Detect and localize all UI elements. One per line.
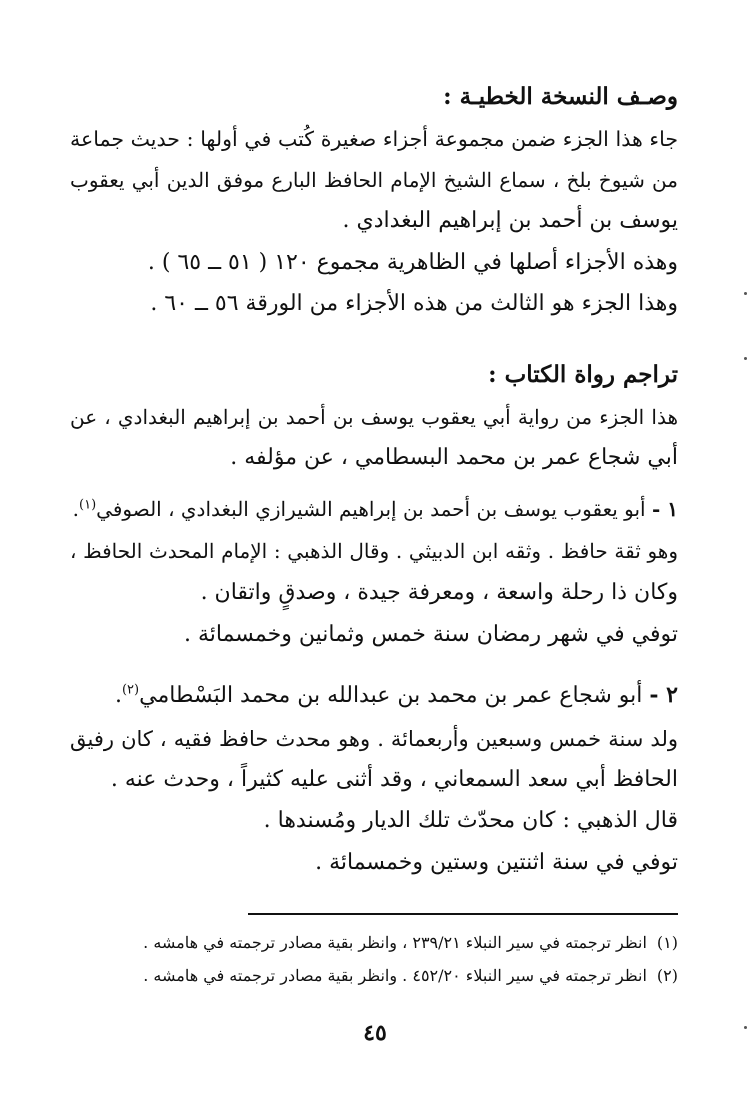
text-line: ولد سنة خمس وسبعين وأربعمائة . وهو محدث حافظ فقيه ، كان رفيق bbox=[70, 727, 678, 751]
scan-mark bbox=[744, 357, 747, 360]
scan-mark bbox=[744, 292, 747, 295]
scan-mark bbox=[744, 1026, 747, 1029]
footnote-number: (١) bbox=[656, 933, 678, 952]
section-heading-narrators: تراجم رواة الكتاب : bbox=[488, 361, 678, 388]
footnote-ref: (٢) bbox=[121, 682, 140, 698]
period: . bbox=[72, 497, 80, 521]
biography-number: ٢ - bbox=[649, 682, 678, 708]
text-line: وهذا الجزء هو الثالث من هذه الأجزاء من الورقة ٥٦ ــ ٦٠ . bbox=[150, 291, 678, 316]
footnote-ref: (١) bbox=[79, 497, 97, 513]
text-line: الحافظ أبي سعد السمعاني ، وقد أثنى عليه كثيراً ، وحدث عنه . bbox=[110, 767, 678, 792]
footnote-number: (٢) bbox=[656, 966, 678, 985]
text-line: توفي في شهر رمضان سنة خمس وثمانين وخمسمائة . bbox=[183, 622, 678, 647]
text-line: هذا الجزء من رواية أبي يعقوب يوسف بن أحمد بن إبراهيم البغدادي ، عن bbox=[70, 405, 678, 429]
text-line: توفي في سنة اثنتين وستين وخمسمائة . bbox=[315, 850, 678, 875]
biography-number: ١ - bbox=[651, 497, 678, 521]
footnote-divider bbox=[248, 913, 678, 915]
footnote-2 bbox=[143, 963, 678, 989]
text-line: جاء هذا الجزء ضمن مجموعة أجزاء صغيرة كُتب في أولها : حديث جماعة bbox=[70, 127, 678, 151]
period: . bbox=[114, 683, 122, 708]
section-heading-manuscript: وصـف النسخة الخطيـة : bbox=[443, 83, 678, 110]
text-line: وهذه الأجزاء أصلها في الظاهرية مجموع ١٢٠ ( ٥١ ــ ٦٥ ) . bbox=[147, 250, 678, 275]
text-line: وكان ذا رحلة واسعة ، ومعرفة جيدة ، وصدقٍ واتقان . bbox=[200, 580, 678, 605]
text-line: من شيوخ بلخ ، سماع الشيخ الإمام الحافظ البارع موفق الدين أبي يعقوب bbox=[70, 168, 678, 192]
text-line: يوسف بن أحمد بن إبراهيم البغدادي . bbox=[342, 208, 678, 233]
footnote-text: انظر ترجمته في سير النبلاء ٢٣٩/٢١ ، وانظر بقية مصادر ترجمته في هامشه . bbox=[143, 933, 647, 952]
biography-title-1 bbox=[73, 492, 678, 526]
text-line: قال الذهبي : كان محدّث تلك الديار ومُسندها . bbox=[263, 808, 678, 833]
biography-name: أبو شجاع عمر بن محمد بن عبدالله بن محمد البَسْطامي bbox=[139, 683, 643, 708]
text-line: أبي شجاع عمر بن محمد البسطامي ، عن مؤلفه . bbox=[230, 445, 678, 470]
page-number: ٤٥ bbox=[363, 1020, 387, 1046]
text-line: وهو ثقة حافظ . وثقه ابن الدبيثي . وقال الذهبي : الإمام المحدث الحافظ ، bbox=[70, 539, 678, 563]
biography-title-2 bbox=[115, 678, 678, 713]
footnote-1 bbox=[143, 930, 678, 956]
biography-name: أبو يعقوب يوسف بن أحمد بن إبراهيم الشيرازي البغدادي ، الصوفي bbox=[96, 497, 646, 521]
footnote-text: انظر ترجمته في سير النبلاء ٤٥٢/٢٠ . وانظر بقية مصادر ترجمته في هامشه . bbox=[143, 966, 647, 985]
